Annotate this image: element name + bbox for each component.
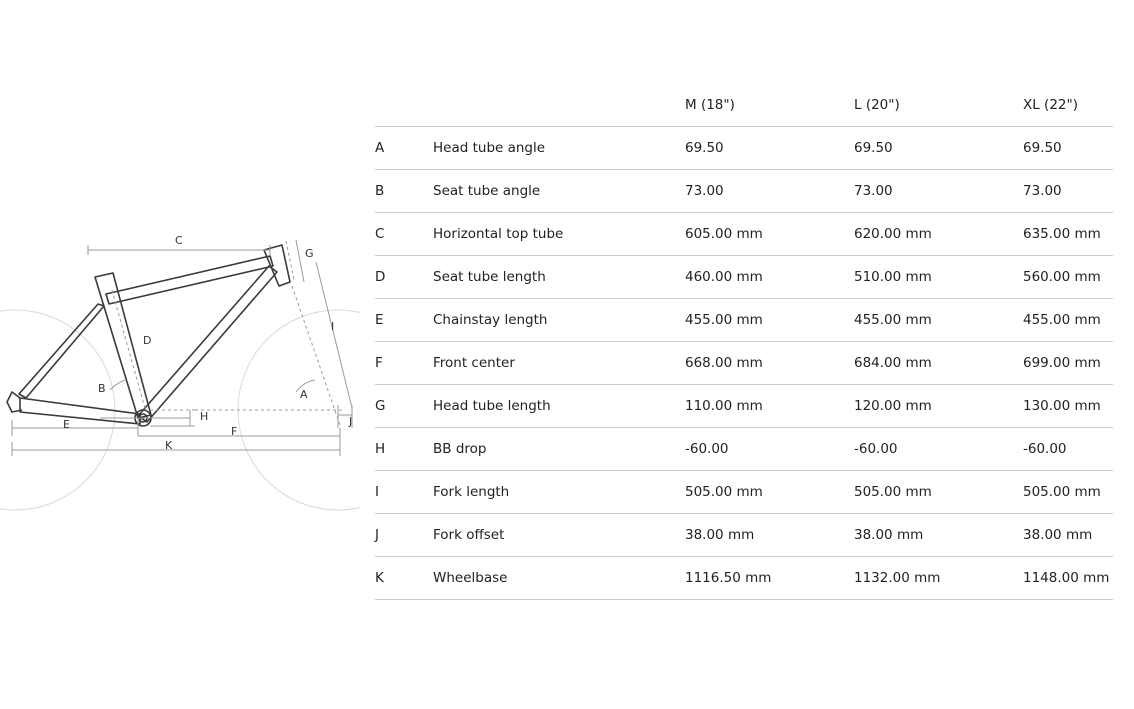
header-size-xl: XL (22") <box>1023 84 1113 127</box>
row-value-l: 505.00 mm <box>854 471 1023 514</box>
row-measurement: Chainstay length <box>433 299 685 342</box>
label-e: E <box>63 418 70 431</box>
row-value-xl: 455.00 mm <box>1023 299 1113 342</box>
row-measurement: Seat tube angle <box>433 170 685 213</box>
row-value-xl: 505.00 mm <box>1023 471 1113 514</box>
row-letter: H <box>375 428 433 471</box>
row-value-xl: 635.00 mm <box>1023 213 1113 256</box>
bike-geometry-diagram <box>0 0 360 709</box>
row-letter: B <box>375 170 433 213</box>
label-k: K <box>165 439 173 452</box>
row-value-m: 38.00 mm <box>685 514 854 557</box>
row-letter: E <box>375 299 433 342</box>
row-measurement: Seat tube length <box>433 256 685 299</box>
row-value-l: -60.00 <box>854 428 1023 471</box>
row-letter: I <box>375 471 433 514</box>
row-value-xl: 1148.00 mm <box>1023 557 1113 600</box>
label-f: F <box>231 425 238 438</box>
table-header-row <box>375 84 1113 127</box>
row-measurement: Head tube angle <box>433 127 685 170</box>
row-letter: F <box>375 342 433 385</box>
table-row <box>375 514 1113 557</box>
table-row <box>375 385 1113 428</box>
row-value-m: 605.00 mm <box>685 213 854 256</box>
table-row <box>375 127 1113 170</box>
row-letter: D <box>375 256 433 299</box>
table-row <box>375 213 1113 256</box>
table-row <box>375 299 1113 342</box>
header-size-l: L (20") <box>854 84 1023 127</box>
header-name <box>433 84 685 127</box>
row-value-l: 1132.00 mm <box>854 557 1023 600</box>
header-letter <box>375 84 433 127</box>
row-value-l: 69.50 <box>854 127 1023 170</box>
row-measurement: Head tube length <box>433 385 685 428</box>
row-value-l: 510.00 mm <box>854 256 1023 299</box>
row-value-xl: 73.00 <box>1023 170 1113 213</box>
row-measurement: Front center <box>433 342 685 385</box>
row-measurement: BB drop <box>433 428 685 471</box>
row-value-xl: 38.00 mm <box>1023 514 1113 557</box>
row-letter: K <box>375 557 433 600</box>
row-measurement: Fork offset <box>433 514 685 557</box>
row-letter: A <box>375 127 433 170</box>
row-value-l: 620.00 mm <box>854 213 1023 256</box>
table-row <box>375 557 1113 600</box>
table-row <box>375 170 1113 213</box>
row-value-m: 110.00 mm <box>685 385 854 428</box>
row-value-xl: 69.50 <box>1023 127 1113 170</box>
row-value-m: 69.50 <box>685 127 854 170</box>
row-letter: C <box>375 213 433 256</box>
row-letter: G <box>375 385 433 428</box>
row-measurement: Fork length <box>433 471 685 514</box>
table-row <box>375 428 1113 471</box>
row-value-l: 38.00 mm <box>854 514 1023 557</box>
label-c: C <box>175 234 183 247</box>
row-value-l: 455.00 mm <box>854 299 1023 342</box>
row-value-m: 455.00 mm <box>685 299 854 342</box>
row-value-xl: 560.00 mm <box>1023 256 1113 299</box>
header-size-m: M (18") <box>685 84 854 127</box>
rear-wheel <box>0 310 115 510</box>
table-row <box>375 342 1113 385</box>
row-value-l: 684.00 mm <box>854 342 1023 385</box>
geometry-table <box>375 84 1113 600</box>
label-b: B <box>98 382 106 395</box>
table-row <box>375 256 1113 299</box>
row-value-l: 120.00 mm <box>854 385 1023 428</box>
row-value-m: 73.00 <box>685 170 854 213</box>
label-j: J <box>349 415 353 428</box>
label-a: A <box>300 388 308 401</box>
row-value-m: 505.00 mm <box>685 471 854 514</box>
row-value-m: -60.00 <box>685 428 854 471</box>
row-value-m: 668.00 mm <box>685 342 854 385</box>
label-i: I <box>331 320 335 333</box>
row-measurement: Wheelbase <box>433 557 685 600</box>
row-value-xl: 699.00 mm <box>1023 342 1113 385</box>
row-value-l: 73.00 <box>854 170 1023 213</box>
label-h: H <box>200 410 209 423</box>
label-g: G <box>305 247 314 260</box>
table-row <box>375 471 1113 514</box>
row-measurement: Horizontal top tube <box>433 213 685 256</box>
row-value-m: 1116.50 mm <box>685 557 854 600</box>
row-value-m: 460.00 mm <box>685 256 854 299</box>
row-value-xl: -60.00 <box>1023 428 1113 471</box>
row-letter: J <box>375 514 433 557</box>
label-d: D <box>143 334 152 347</box>
row-value-xl: 130.00 mm <box>1023 385 1113 428</box>
